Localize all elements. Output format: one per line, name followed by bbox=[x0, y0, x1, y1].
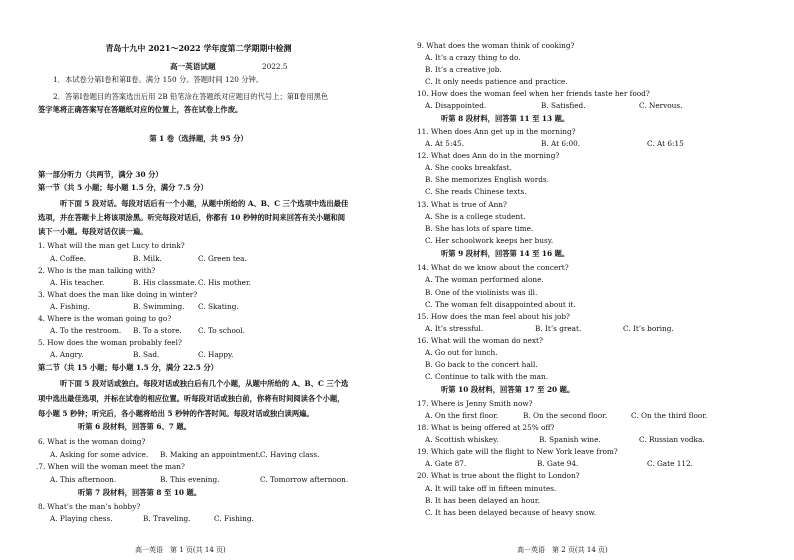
exam-subtitle: 高一英语试题 bbox=[170, 62, 216, 71]
question-5: 5. How does the woman probably feel? bbox=[38, 338, 182, 347]
exam-date: 2022.5 bbox=[262, 62, 288, 71]
question-13-option-a: A. She is a college student. bbox=[425, 212, 526, 221]
option-c: C. At 6:15 bbox=[647, 139, 684, 148]
question-14: 14. What do we know about the concert? bbox=[417, 263, 569, 272]
section-1-instruction-1: 听下面 5 段对话。每段对话后有一个小题，从题中所给的 A、B、C 三个选项中选出最佳 bbox=[60, 199, 349, 208]
option-c: C. It’s boring. bbox=[623, 324, 674, 333]
option-c: C. Russian vodka. bbox=[639, 435, 705, 444]
question-2: 2. Who is the man talking with? bbox=[38, 266, 156, 275]
option-a: A. His teacher. bbox=[50, 278, 105, 287]
option-b: B. At 6:00. bbox=[541, 139, 581, 148]
option-a: A. It’s stressful. bbox=[425, 324, 484, 333]
question-16-option-c: C. Continue to talk with the man. bbox=[425, 372, 549, 381]
right-page bbox=[397, 0, 794, 560]
option-b: B. This evening. bbox=[160, 475, 220, 484]
question-9: 9. What does the woman think of cooking? bbox=[417, 41, 575, 50]
material-7-heading: 听第 7 段材料，回答第 8 至 10 题。 bbox=[78, 488, 202, 497]
option-a: A. Playing chess. bbox=[50, 514, 113, 523]
option-c: C. On the third floor. bbox=[631, 411, 708, 420]
question-8: 8. What’s the man’s hobby? bbox=[38, 502, 141, 511]
question-16: 16. What will the woman do next? bbox=[417, 336, 543, 345]
option-c: C. Green tea. bbox=[198, 254, 247, 263]
option-b: B. Milk. bbox=[133, 254, 162, 263]
section-1-instruction-2: 选项，并在答题卡上将该项涂黑。听完每段对话后，你都有 10 秒钟的时间来回答有关小题和阅 bbox=[38, 213, 346, 222]
question-20: 20. What is true about the flight to London? bbox=[417, 471, 580, 480]
option-b: B. Satisfied. bbox=[541, 101, 586, 110]
option-b: B. Spanish wine. bbox=[539, 435, 601, 444]
option-c: C. His mother. bbox=[198, 278, 251, 287]
option-a: A. On the first floor. bbox=[425, 411, 499, 420]
section-2-instruction-3: 每小题 5 秒钟；听完后，各小题将给出 5 秒钟的作答时间。每段对话或独白读两遍。 bbox=[38, 409, 314, 418]
material-8-heading: 听第 8 段材料，回答第 11 至 13 题。 bbox=[441, 114, 570, 123]
question-15: 15. How does the man feel about his job? bbox=[417, 312, 570, 321]
part-1-heading: 第 1 卷（选择题，共 95 分） bbox=[149, 134, 248, 143]
question-12-option-a: A. She cooks breakfast. bbox=[425, 163, 512, 172]
note-3: 签字笔将正确答案写在答题纸对应的位置上，答在试卷上作废。 bbox=[38, 105, 243, 114]
option-a: A. At 5:45. bbox=[425, 139, 465, 148]
question-9-option-c: C. It only needs patience and practice. bbox=[425, 77, 568, 86]
option-b: B. Traveling. bbox=[143, 514, 191, 523]
right-page-footer: 高一英语 第 2 页(共 14 页) bbox=[517, 546, 608, 554]
question-20-option-c: C. It has been delayed because of heavy snow. bbox=[425, 508, 597, 517]
option-a: A. Scottish whiskey. bbox=[425, 435, 499, 444]
material-9-heading: 听第 9 段材料，回答第 14 至 16 题。 bbox=[441, 249, 570, 258]
question-17: 17. Where is Jenny Smith now? bbox=[417, 399, 533, 408]
section-1-part-1-title: 第一节（共 5 小题；每小题 1.5 分，满分 7.5 分） bbox=[38, 183, 208, 192]
question-4: 4. Where is the woman going to go? bbox=[38, 314, 172, 323]
exam-title: 青岛十九中 2021～2022 学年度第二学期期中检测 bbox=[105, 43, 292, 53]
question-12: 12. What does Ann do in the morning? bbox=[417, 151, 560, 160]
option-b: B. His classmate. bbox=[133, 278, 197, 287]
left-page-footer: 高一英语 第 1 页(共 14 页) bbox=[135, 546, 226, 554]
question-18: 18. What is being offered at 25% off? bbox=[417, 423, 555, 432]
material-10-heading: 听第 10 段材料，回答第 17 至 20 题。 bbox=[441, 385, 575, 394]
question-16-option-b: B. Go back to the concert hall. bbox=[425, 360, 538, 369]
material-6-heading: 听第 6 段材料，回答第 6、7 题。 bbox=[78, 422, 191, 431]
option-b: B. Swimming. bbox=[133, 302, 185, 311]
section-1-instruction-3: 读下一小题。每段对话仅读一遍。 bbox=[38, 227, 148, 236]
question-7: .7. When will the woman meet the man? bbox=[36, 462, 185, 471]
question-6: 6. What is the woman doing? bbox=[38, 437, 146, 446]
question-20-option-a: A. It will take off in fifteen minutes. bbox=[425, 484, 557, 493]
question-13-option-c: C. Her schoolwork keeps her busy. bbox=[425, 236, 554, 245]
option-c: C. Tomorrow afternoon. bbox=[260, 475, 349, 484]
option-a: A. Asking for some advice. bbox=[50, 450, 149, 459]
option-c: C. Happy. bbox=[198, 350, 234, 359]
question-14-option-b: B. One of the violinists was ill. bbox=[425, 288, 538, 297]
option-a: A. Disappointed. bbox=[425, 101, 487, 110]
option-b: B. It’s great. bbox=[535, 324, 582, 333]
option-a: A. To the restroom. bbox=[50, 326, 122, 335]
option-a: A. Angry. bbox=[50, 350, 84, 359]
option-c: C. Fishing. bbox=[214, 514, 254, 523]
section-1-part-2-title: 第二节（共 15 小题；每小题 1.5 分，满分 22.5 分） bbox=[38, 363, 218, 372]
option-c: C. To school. bbox=[198, 326, 245, 335]
question-3: 3. What does the man like doing in winter? bbox=[38, 290, 198, 299]
question-1: 1. What will the man get Lucy to drink? bbox=[38, 241, 185, 250]
question-20-option-b: B. It has been delayed an hour. bbox=[425, 496, 540, 505]
option-a: A. This afternoon. bbox=[50, 475, 117, 484]
option-b: B. Sad. bbox=[133, 350, 160, 359]
question-11: 11. When does Ann get up in the morning? bbox=[417, 127, 576, 136]
question-13-option-b: B. She has lots of spare time. bbox=[425, 224, 534, 233]
question-13: 13. What is true of Ann? bbox=[417, 200, 507, 209]
option-a: A. Coffee. bbox=[50, 254, 87, 263]
note-1: 1．本试卷分第Ⅰ卷和第Ⅱ卷。满分 150 分。答题时间 120 分钟。 bbox=[53, 75, 264, 84]
question-9-option-a: A. It’s a crazy thing to do. bbox=[425, 53, 521, 62]
question-16-option-a: A. Go out for lunch. bbox=[425, 348, 498, 357]
section-2-instruction-2: 项中选出最佳选项，并标在试卷的相应位置。听每段对话或独白前，你将有时间阅读各个小题， bbox=[38, 394, 345, 403]
question-10: 10. How does the woman feel when her friends taste her food? bbox=[417, 89, 650, 98]
option-b: B. Gate 94. bbox=[537, 459, 579, 468]
option-a: A. Gate 87. bbox=[425, 459, 467, 468]
option-c: C. Having class. bbox=[260, 450, 320, 459]
question-12-option-b: B. She memorizes English words. bbox=[425, 175, 549, 184]
option-c: C. Gate 112. bbox=[647, 459, 693, 468]
option-b: B. To a store. bbox=[133, 326, 182, 335]
question-14-option-c: C. The woman felt disappointed about it. bbox=[425, 300, 576, 309]
option-a: A. Fishing. bbox=[50, 302, 90, 311]
question-19: 19. Which gate will the flight to New York leave from? bbox=[417, 447, 618, 456]
option-b: B. Making an appointment. bbox=[160, 450, 261, 459]
option-b: B. On the second floor. bbox=[523, 411, 608, 420]
question-12-option-c: C. She reads Chinese texts. bbox=[425, 187, 527, 196]
note-2: 2．答第Ⅰ卷题目的答案选出后用 2B 铅笔涂在答题纸对应题目的代号上；第Ⅱ卷用黑色 bbox=[53, 92, 329, 101]
option-c: C. Nervous. bbox=[639, 101, 683, 110]
option-c: C. Skating. bbox=[198, 302, 239, 311]
section-2-instruction-1: 听下面 5 段对话或独白。每段对话或独白后有几个小题，从题中所给的 A、B、C 三个选 bbox=[60, 379, 349, 388]
section-1-heading: 第一部分听力（共两节，满分 30 分） bbox=[38, 170, 163, 179]
question-9-option-b: B. It’s a creative job. bbox=[425, 65, 502, 74]
question-14-option-a: A. The woman performed alone. bbox=[425, 275, 544, 284]
